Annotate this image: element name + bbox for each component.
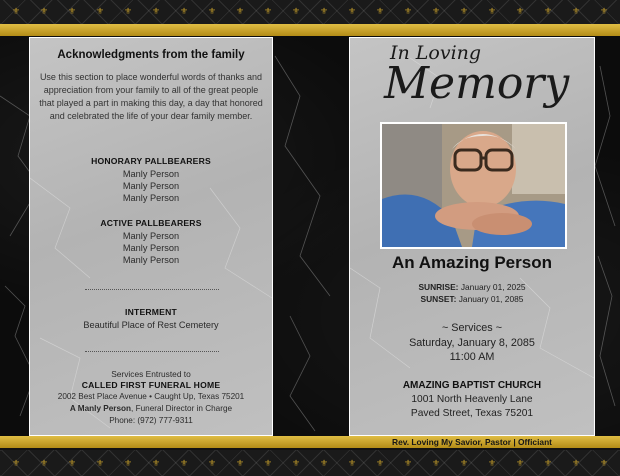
- funeral-home-address: 2002 Best Place Avenue • Caught Up, Texas 75201: [57, 392, 245, 401]
- church-block: [349, 379, 595, 421]
- services-label: ~ Services ~: [441, 322, 502, 334]
- fleur-de-lis-icon: ⚜: [180, 458, 189, 468]
- fleur-de-lis-icon: ⚜: [180, 6, 189, 16]
- fleur-de-lis-icon: ⚜: [516, 6, 525, 16]
- honorary-pallbearers-heading: HONORARY PALLBEARERS: [91, 156, 211, 166]
- fleur-de-lis-icon: ⚜: [264, 458, 273, 468]
- church-address-1: 1001 North Heavenly Lane: [411, 394, 533, 405]
- fleur-de-lis-icon: ⚜: [516, 458, 525, 468]
- fleur-de-lis-icon: ⚜: [460, 458, 469, 468]
- honorary-pallbearer-1: Manly Person: [122, 169, 180, 179]
- funeral-home-phone: Phone: (972) 777-9311: [109, 416, 193, 425]
- sunrise-date: January 01, 2025: [460, 282, 526, 292]
- church-address-2: Paved Street, Texas 75201: [410, 408, 534, 419]
- fleur-de-lis-icon: ⚜: [124, 6, 133, 16]
- fleur-de-lis-icon: ⚜: [488, 458, 497, 468]
- fleur-de-lis-icon: ⚜: [432, 6, 441, 16]
- fleur-de-lis-icon: ⚜: [544, 458, 553, 468]
- active-pallbearer-2: Manly Person: [122, 243, 180, 253]
- divider-2: [85, 351, 219, 352]
- fleur-de-lis-icon: ⚜: [40, 6, 49, 16]
- bottom-quilted-band: [0, 450, 620, 476]
- fleur-de-lis-icon: ⚜: [152, 6, 161, 16]
- fleur-de-lis-icon: ⚜: [96, 6, 105, 16]
- left-panel: [29, 37, 273, 436]
- funeral-home-name: CALLED FIRST FUNERAL HOME: [81, 380, 221, 390]
- fleur-de-lis-icon: ⚜: [376, 458, 385, 468]
- fleur-de-lis-icon: ⚜: [432, 458, 441, 468]
- acknowledgments-text: Use this section to place wonderful words of thanks and appreciation from your family to all of the great people that played a part in making this day, a day that honored and celebrated the life of your dear family member.: [39, 72, 263, 121]
- fleur-de-lis-icon: ⚜: [348, 6, 357, 16]
- life-dates: [349, 281, 595, 305]
- services-time: 11:00 AM: [449, 351, 495, 363]
- interment-heading: INTERMENT: [125, 307, 177, 317]
- fleur-de-lis-icon: ⚜: [292, 6, 301, 16]
- fleur-de-lis-icon: ⚜: [292, 458, 301, 468]
- fleur-de-lis-icon: ⚜: [236, 6, 245, 16]
- honorary-pallbearer-3: Manly Person: [122, 193, 180, 203]
- fleur-de-lis-icon: ⚜: [600, 6, 609, 16]
- active-pallbearers-heading: ACTIVE PALLBEARERS: [100, 218, 202, 228]
- services-block: [349, 321, 595, 365]
- fleur-de-lis-icon: ⚜: [12, 458, 21, 468]
- fleur-de-lis-icon: ⚜: [152, 458, 161, 468]
- fleur-de-lis-icon: ⚜: [68, 458, 77, 468]
- fleur-de-lis-icon: ⚜: [460, 6, 469, 16]
- sunrise-label: SUNRISE:: [418, 282, 459, 292]
- sunrise-line: [349, 281, 595, 293]
- fleur-de-lis-icon: ⚜: [572, 6, 581, 16]
- fleur-de-lis-icon: ⚜: [12, 6, 21, 16]
- active-pallbearer-1: Manly Person: [122, 231, 180, 241]
- services-entrusted: Services Entrusted to: [111, 369, 191, 379]
- fleur-de-lis-icon: ⚜: [572, 458, 581, 468]
- sunset-line: [349, 293, 595, 305]
- fleur-de-lis-icon: ⚜: [236, 458, 245, 468]
- fleur-de-lis-icon: ⚜: [208, 458, 217, 468]
- fleur-de-lis-icon: ⚜: [404, 6, 413, 16]
- sunset-date: January 01, 2085: [458, 294, 524, 304]
- fleur-de-lis-icon: ⚜: [320, 6, 329, 16]
- interment-place: Beautiful Place of Rest Cemetery: [83, 320, 219, 330]
- fleur-de-lis-icon: ⚜: [404, 458, 413, 468]
- active-pallbearer-3: Manly Person: [122, 255, 180, 265]
- fleur-de-lis-icon: ⚜: [376, 6, 385, 16]
- top-gold-rule: [0, 24, 620, 36]
- portrait-photo: [380, 122, 567, 249]
- fleur-de-lis-icon: ⚜: [68, 6, 77, 16]
- services-date: Saturday, January 8, 2085: [409, 336, 535, 349]
- top-quilted-band: [0, 0, 620, 24]
- fleur-de-lis-icon: ⚜: [544, 6, 553, 16]
- divider-1: [85, 289, 219, 290]
- acknowledgments-heading: Acknowledgments from the family: [57, 49, 245, 61]
- fleur-de-lis-icon: ⚜: [264, 6, 273, 16]
- director-role: , Funeral Director in Charge: [131, 404, 233, 413]
- memory-script: Memory: [384, 58, 570, 109]
- director-name: A Manly Person: [69, 404, 132, 413]
- honorary-pallbearer-2: Manly Person: [122, 181, 180, 191]
- fleur-de-lis-icon: ⚜: [600, 458, 609, 468]
- fleur-de-lis-icon: ⚜: [320, 458, 329, 468]
- in-loving-script: In Loving: [390, 42, 482, 64]
- fleur-de-lis-icon: ⚜: [488, 6, 497, 16]
- officiant-footer: Rev. Loving My Savior, Pastor | Officiant: [392, 437, 552, 447]
- church-name: AMAZING BAPTIST CHURCH: [402, 380, 542, 391]
- sunset-label: SUNSET:: [420, 294, 457, 304]
- funeral-director: [30, 403, 272, 416]
- fleur-de-lis-icon: ⚜: [348, 458, 357, 468]
- fleur-de-lis-icon: ⚜: [96, 458, 105, 468]
- fleur-de-lis-icon: ⚜: [40, 458, 49, 468]
- fleur-de-lis-icon: ⚜: [124, 458, 133, 468]
- fleur-de-lis-icon: ⚜: [208, 6, 217, 16]
- deceased-name: An Amazing Person: [392, 253, 552, 272]
